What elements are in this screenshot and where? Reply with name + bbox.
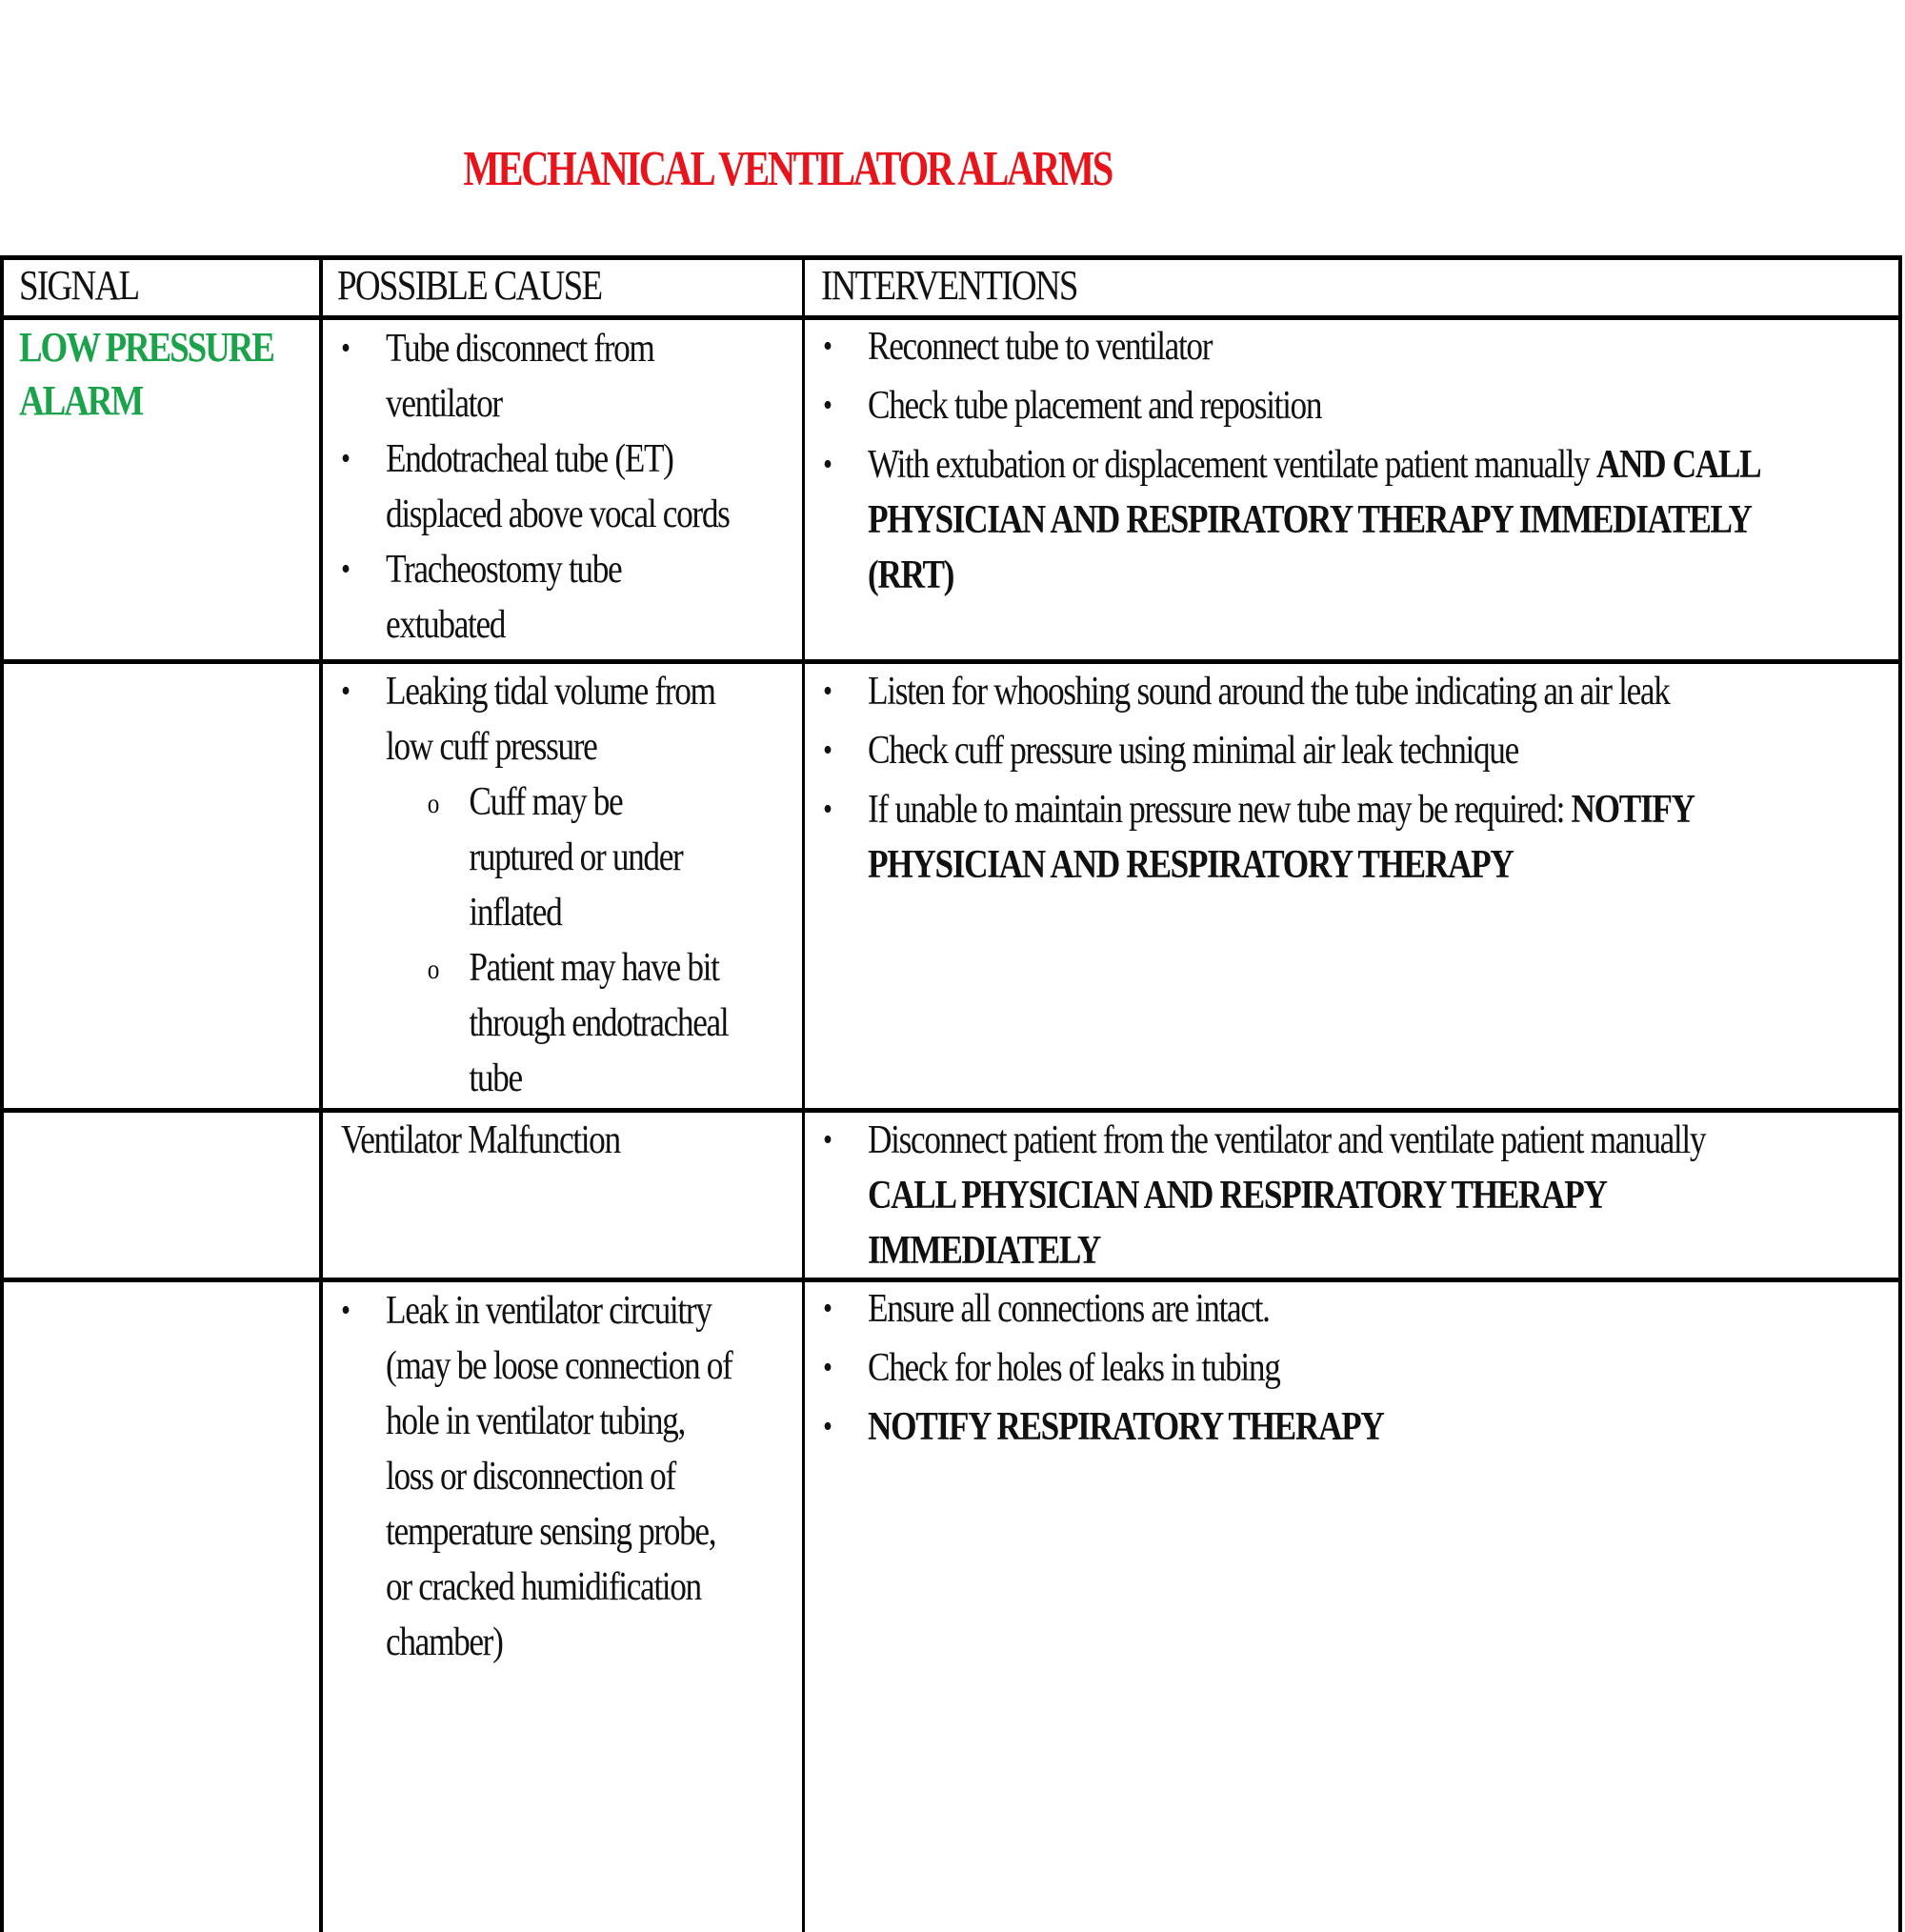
row2-interventions [823, 664, 1860, 896]
alarms-table [0, 255, 1902, 1932]
header-signal: SIGNAL [19, 262, 139, 309]
intervention-item: • Reconnect tube to ventilator [823, 319, 1760, 374]
cause-item: • Leak in ventilator circuitry (may be loose connection of hole in ventilator tubing, loss or disconnection of temperature sensing probe, or cracked humidification chamber) [341, 1283, 732, 1670]
intervention-item: • Ensure all connections are intact. [823, 1281, 1383, 1337]
header-possible-cause: POSSIBLE CAUSE [337, 262, 602, 309]
column-divider [319, 260, 323, 1932]
row3-cause: Ventilator Malfunction [341, 1118, 620, 1162]
cause-item: • Tube disconnect from ventilator [341, 321, 730, 432]
intervention-item: • NOTIFY RESPIRATORY THERAPY [823, 1399, 1383, 1455]
sub-cause-item: o Cuff may be ruptured or under inflated [428, 775, 729, 940]
row4-interventions [823, 1281, 1491, 1459]
header-interventions: INTERVENTIONS [821, 262, 1077, 309]
sub-cause-item: o Patient may have bit through endotracheal tube [428, 940, 729, 1106]
intervention-item: • Check cuff pressure using minimal air leak technique [823, 723, 1694, 778]
row2-causes [341, 664, 802, 1106]
cause-item: • Tracheostomy tube extubated [341, 542, 730, 653]
intervention-item: • With extubation or displacement ventilate patient manually AND CALL PHYSICIAN AND RESPIRATORY THERAPY IMMEDIATELY (RRT) [823, 437, 1760, 603]
cause-item: • Endotracheal tube (ET) displaced above vocal cords [341, 432, 730, 542]
row3-interventions [823, 1113, 1874, 1278]
intervention-item: • Disconnect patient from the ventilator and ventilate patient manually CALL PHYSICIAN AND RESPIRATORY THERAPY IMMEDIATELY [823, 1113, 1705, 1278]
row4-causes [341, 1283, 807, 1670]
row1-causes [341, 321, 803, 653]
intervention-item: • Check tube placement and reposition [823, 378, 1760, 433]
row1-interventions [823, 319, 1905, 607]
signal-low-pressure-alarm: LOW PRESSURE ALARM [19, 324, 273, 424]
intervention-item: • Check for holes of leaks in tubing [823, 1340, 1383, 1396]
document-title: MECHANICAL VENTILATOR ALARMS [463, 142, 1113, 196]
intervention-item: • Listen for whooshing sound around the tube indicating an air leak [823, 664, 1694, 719]
cause-item: • Leaking tidal volume from low cuff pressure [341, 664, 728, 775]
intervention-item: • If unable to maintain pressure new tube may be required: NOTIFY PHYSICIAN AND RESPIRATORY THERAPY [823, 782, 1694, 893]
